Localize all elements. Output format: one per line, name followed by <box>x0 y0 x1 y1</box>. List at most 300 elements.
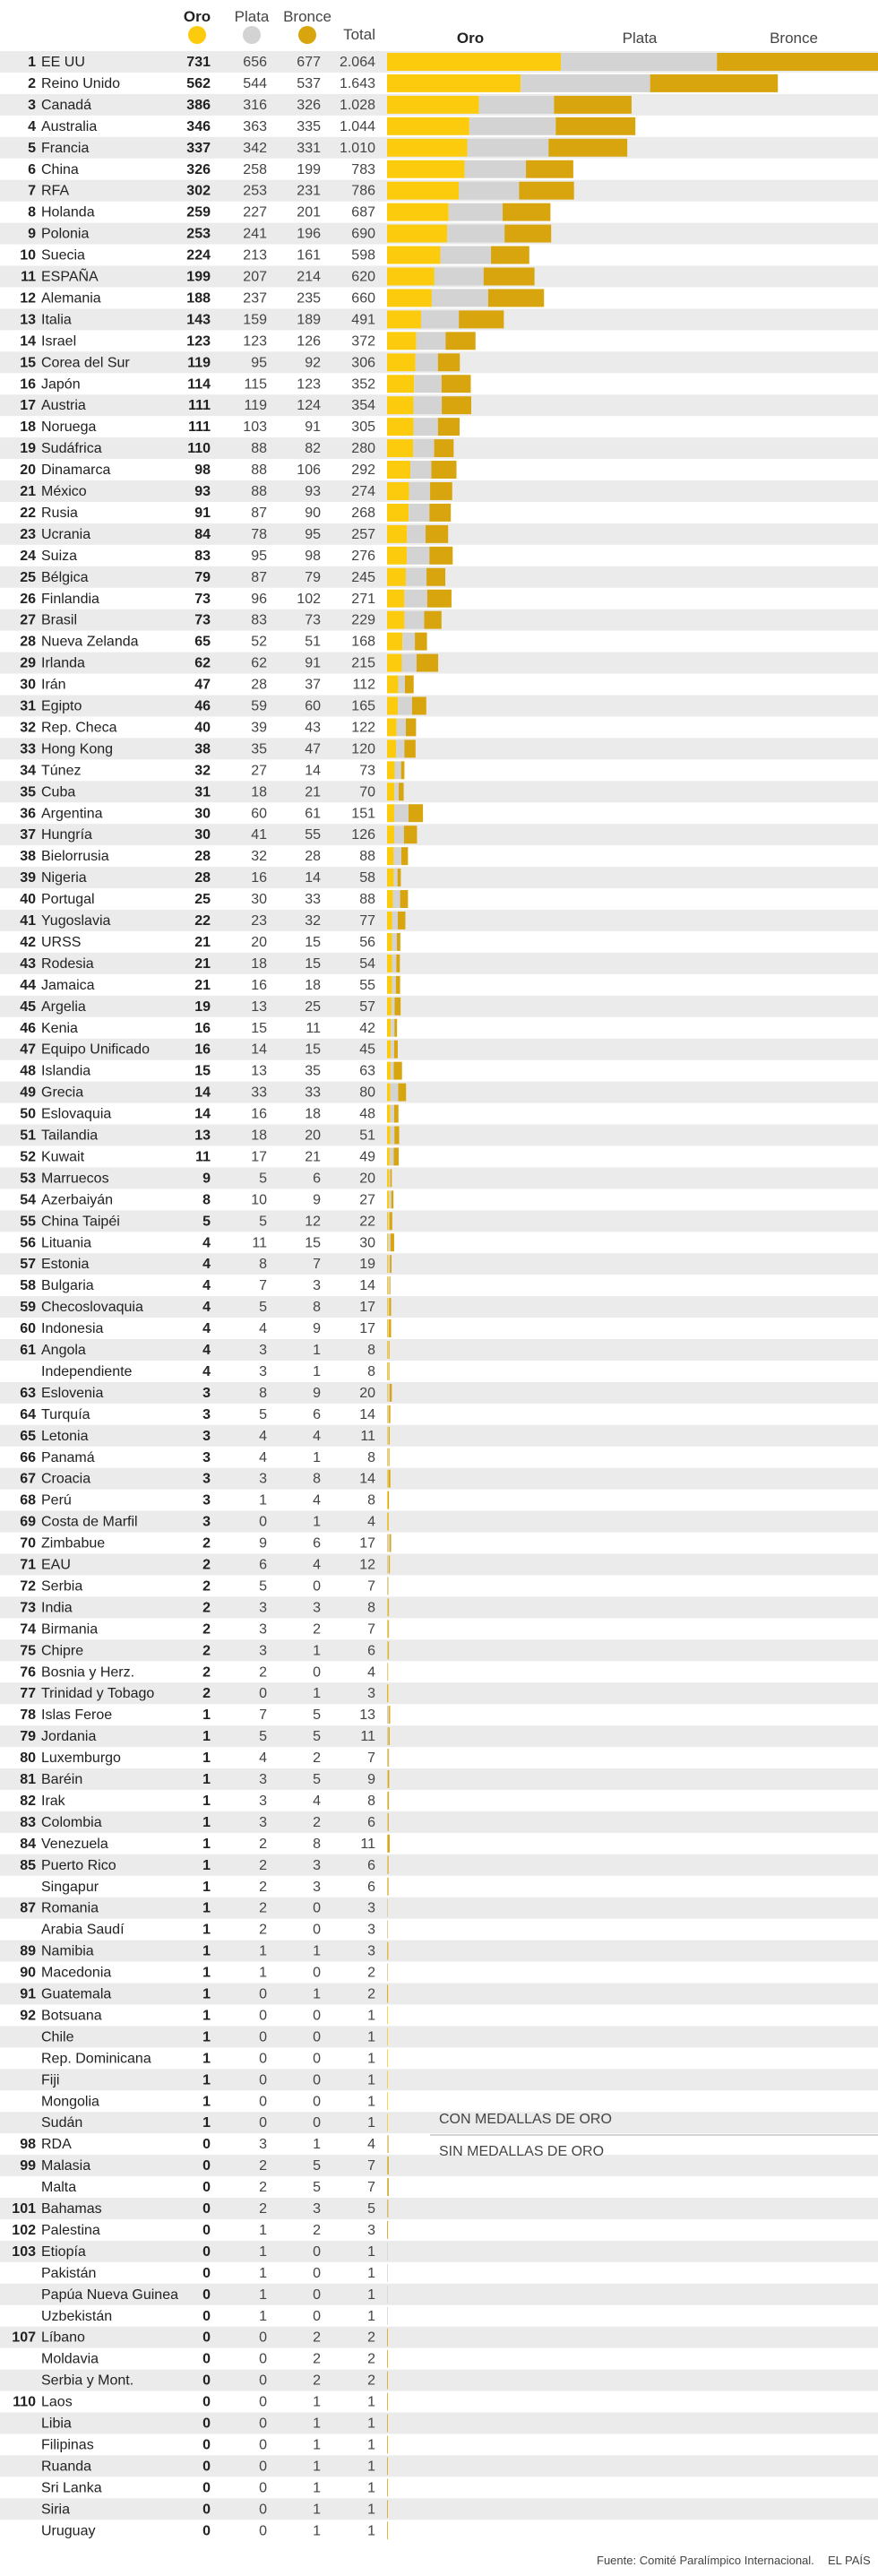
rank-label: 7 <box>28 183 36 199</box>
country-label: Líbano <box>41 2330 85 2346</box>
gold-count: 65 <box>194 634 211 650</box>
silver-bar <box>390 1147 394 1165</box>
silver-bar <box>404 590 426 608</box>
gold-bar <box>387 439 413 457</box>
total-count: 8 <box>367 1343 375 1358</box>
gold-bar <box>387 482 409 500</box>
silver-count: 0 <box>259 2459 267 2475</box>
table-row <box>41 1878 389 1896</box>
country-label: Polonia <box>41 226 90 242</box>
bronze-count: 4 <box>313 1557 321 1573</box>
bar-header-oro: Oro <box>456 30 485 47</box>
bronze-count: 1 <box>313 2502 321 2518</box>
rank-label: 52 <box>20 1149 36 1165</box>
silver-bar <box>465 160 527 178</box>
silver-bar <box>393 869 397 886</box>
total-count: 30 <box>359 1235 375 1251</box>
silver-count: 27 <box>251 763 267 779</box>
total-count: 372 <box>351 333 375 350</box>
table-row <box>20 375 470 393</box>
rank-label: 53 <box>20 1171 36 1187</box>
gold-bar <box>387 53 561 71</box>
bronze-bar <box>392 1190 393 1208</box>
total-count: 7 <box>367 2158 375 2174</box>
row-stripe <box>0 1811 878 1833</box>
rank-label: 71 <box>20 1557 36 1573</box>
country-label: Reino Unido <box>41 75 121 91</box>
bronze-count: 124 <box>297 398 321 414</box>
bronze-count: 15 <box>305 1042 321 1058</box>
gold-bar <box>387 633 402 651</box>
gold-count: 0 <box>202 2243 211 2260</box>
total-count: 7 <box>367 1750 375 1767</box>
total-count: 120 <box>351 741 375 757</box>
bronze-count: 90 <box>305 505 321 521</box>
total-count: 51 <box>359 1128 375 1144</box>
table-row <box>20 633 426 651</box>
country-label: Luxemburgo <box>41 1750 121 1767</box>
country-label: Independiente <box>41 1363 133 1379</box>
silver-bar <box>388 1427 389 1445</box>
country-label: México <box>41 484 87 499</box>
bronze-count: 18 <box>305 1106 321 1122</box>
table-row <box>20 976 400 994</box>
total-count: 126 <box>351 827 375 843</box>
bronze-bar <box>426 568 445 586</box>
country-label: Canadá <box>41 97 92 113</box>
bronze-count: 677 <box>297 55 321 70</box>
total-count: 1 <box>367 2459 375 2475</box>
silver-count: 3 <box>259 1600 267 1616</box>
total-count: 70 <box>359 784 375 800</box>
gold-count: 0 <box>202 2330 211 2346</box>
silver-bar <box>388 1641 389 1659</box>
bronze-bar <box>396 955 400 972</box>
total-count: 6 <box>367 1857 375 1873</box>
country-label: Ucrania <box>41 526 91 542</box>
country-label: Israel <box>41 333 77 350</box>
bronze-bar <box>398 869 401 886</box>
rank-label: 16 <box>20 376 36 393</box>
rank-label: 27 <box>20 612 36 628</box>
total-count: 22 <box>359 1214 375 1230</box>
bronze-count: 1 <box>313 1514 321 1530</box>
gold-bar <box>387 1190 389 1208</box>
rank-label: 50 <box>20 1106 36 1122</box>
silver-count: 95 <box>251 355 267 371</box>
total-count: 3 <box>367 1943 375 1959</box>
silver-count: 15 <box>251 1020 267 1036</box>
country-label: Eslovenia <box>41 1385 104 1401</box>
silver-count: 2 <box>259 1900 267 1916</box>
silver-count: 119 <box>244 398 267 414</box>
country-label: Malta <box>41 2180 77 2196</box>
table-row <box>20 2006 388 2024</box>
silver-count: 35 <box>251 741 267 757</box>
rank-label: 36 <box>20 806 36 822</box>
gold-bar <box>387 998 392 1016</box>
row-stripe <box>0 1167 878 1189</box>
gold-bar <box>387 1084 391 1102</box>
silver-count: 0 <box>259 2115 267 2131</box>
silver-count: 23 <box>251 913 267 929</box>
table-row <box>20 1062 402 1080</box>
bronze-bar <box>397 933 400 951</box>
gold-bar <box>387 1448 388 1466</box>
bronze-count: 61 <box>305 806 321 822</box>
silver-bar <box>404 611 424 629</box>
country-label: Venezuela <box>41 1836 108 1852</box>
rank-label: 47 <box>20 1042 36 1058</box>
rank-label: 92 <box>20 2008 36 2024</box>
table-row <box>13 2393 388 2411</box>
bronze-bar <box>388 2135 389 2153</box>
country-label: Noruega <box>41 419 97 436</box>
bronze-bar <box>438 418 460 436</box>
row-stripe <box>0 910 878 931</box>
row-stripe <box>0 2327 878 2348</box>
country-label: Kenia <box>41 1020 78 1036</box>
rank-label: 14 <box>20 333 36 350</box>
bronze-bar <box>387 2435 388 2453</box>
gold-count: 0 <box>202 2265 211 2281</box>
silver-count: 3 <box>259 1643 267 1659</box>
silver-count: 0 <box>259 2480 267 2496</box>
gold-bar <box>387 2070 388 2088</box>
table-row <box>41 1921 388 1939</box>
gold-count: 3 <box>202 1492 211 1508</box>
bronze-bar <box>429 547 452 565</box>
silver-bar <box>388 1362 389 1380</box>
country-label: Irlanda <box>41 655 85 671</box>
source-note: Fuente: Comité Paralímpico Internacional. <box>597 2554 814 2567</box>
gold-count: 25 <box>194 892 211 908</box>
silver-bar <box>387 2243 388 2260</box>
total-count: 2 <box>367 2330 375 2346</box>
country-label: Japón <box>41 376 81 393</box>
country-label: Bélgica <box>41 569 89 585</box>
country-label: Rep. Checa <box>41 720 117 736</box>
silver-bar <box>392 912 398 929</box>
bronze-count: 196 <box>297 226 321 242</box>
country-label: Arabia Saudí <box>41 1922 125 1938</box>
bronze-count: 1 <box>313 1363 321 1379</box>
gold-count: 4 <box>202 1343 211 1358</box>
silver-bar <box>410 461 431 479</box>
silver-count: 88 <box>251 462 267 479</box>
total-count: 2.064 <box>339 55 375 70</box>
bronze-bar <box>554 96 632 114</box>
silver-bar <box>391 1019 394 1037</box>
silver-count: 1 <box>259 2308 267 2324</box>
country-label: Filipinas <box>41 2437 94 2453</box>
bronze-count: 5 <box>313 2180 321 2196</box>
total-count: 352 <box>351 376 375 393</box>
bronze-count: 91 <box>305 655 321 671</box>
country-label: Zimbabue <box>41 1535 106 1552</box>
silver-bar <box>387 1727 388 1745</box>
gold-bar <box>387 590 404 608</box>
bronze-bar <box>389 1319 391 1337</box>
gold-bar <box>387 1276 388 1294</box>
country-label: Palestina <box>41 2222 100 2238</box>
total-count: 48 <box>359 1106 375 1122</box>
bronze-bar <box>398 912 406 929</box>
bronze-count: 0 <box>313 2265 321 2281</box>
gold-count: 4 <box>202 1300 211 1316</box>
total-count: 3 <box>367 1686 375 1702</box>
total-count: 660 <box>351 290 375 307</box>
gold-count: 337 <box>186 140 211 156</box>
header-plata: Plata <box>234 8 270 25</box>
bronze-count: 21 <box>305 784 321 800</box>
bronze-bar <box>388 1620 389 1638</box>
bronze-bar <box>404 739 415 757</box>
silver-count: 4 <box>259 1321 267 1337</box>
gold-bar <box>387 182 459 200</box>
total-count: 57 <box>359 998 375 1015</box>
silver-count: 4 <box>259 1428 267 1444</box>
silver-count: 1 <box>259 2265 267 2281</box>
silver-count: 18 <box>251 955 267 972</box>
rank-label: 99 <box>20 2158 36 2174</box>
silver-count: 0 <box>259 2502 267 2518</box>
country-label: Libia <box>41 2416 72 2432</box>
total-count: 6 <box>367 1879 375 1895</box>
bronze-bar <box>412 697 426 715</box>
total-count: 215 <box>351 655 375 671</box>
silver-count: 6 <box>259 1557 267 1573</box>
total-count: 306 <box>351 355 375 371</box>
silver-count: 227 <box>243 204 267 220</box>
country-label: Suecia <box>41 247 85 264</box>
rank-label: 84 <box>20 1836 36 1852</box>
gold-bar <box>387 1470 388 1488</box>
total-count: 1 <box>367 2523 375 2539</box>
gold-count: 3 <box>202 1385 211 1401</box>
gold-count: 4 <box>202 1321 211 1337</box>
total-count: 5 <box>367 2201 375 2217</box>
table-row <box>28 74 778 92</box>
gold-count: 4 <box>202 1257 211 1273</box>
country-label: Siria <box>41 2502 71 2518</box>
gold-count: 346 <box>186 118 211 134</box>
table-row <box>41 2264 388 2282</box>
bronze-count: 1 <box>313 1343 321 1358</box>
silver-count: 87 <box>251 569 267 585</box>
gold-bar <box>387 74 521 92</box>
total-count: 280 <box>351 441 375 457</box>
total-count: 88 <box>359 849 375 865</box>
silver-count: 2 <box>259 1857 267 1873</box>
bronze-count: 231 <box>297 183 321 199</box>
country-label: Laos <box>41 2394 73 2410</box>
table-row <box>41 2178 389 2196</box>
silver-bar <box>389 1190 392 1208</box>
gold-bar <box>387 1041 391 1059</box>
bronze-count: 2 <box>313 1814 321 1830</box>
country-label: Etiopía <box>41 2243 86 2260</box>
rank-label: 46 <box>20 1020 36 1036</box>
total-count: 2 <box>367 2373 375 2389</box>
silver-bar <box>388 1384 390 1402</box>
table-header <box>184 8 818 47</box>
bronze-count: 15 <box>305 934 321 950</box>
bronze-count: 0 <box>313 2286 321 2303</box>
rank-label: 21 <box>20 484 36 499</box>
rank-label: 80 <box>20 1750 36 1767</box>
rank-label: 5 <box>28 140 36 156</box>
gold-count: 1 <box>202 1707 211 1724</box>
gold-count: 14 <box>194 1085 211 1101</box>
country-label: Alemania <box>41 290 101 307</box>
country-label: Angola <box>41 1343 86 1358</box>
bronze-count: 18 <box>305 977 321 993</box>
gold-count: 1 <box>202 1900 211 1916</box>
gold-bar <box>387 1384 388 1402</box>
gold-bar <box>387 1427 388 1445</box>
rank-label: 9 <box>28 226 36 242</box>
bronze-count: 25 <box>305 998 321 1015</box>
country-label: Puerto Rico <box>41 1857 116 1873</box>
total-count: 122 <box>351 720 375 736</box>
gold-count: 4 <box>202 1363 211 1379</box>
total-count: 1 <box>367 2008 375 2024</box>
total-count: 1 <box>367 2480 375 2496</box>
silver-count: 32 <box>251 849 267 865</box>
bronze-count: 92 <box>305 355 321 371</box>
gold-count: 38 <box>194 741 211 757</box>
total-count: 8 <box>367 1363 375 1379</box>
total-count: 151 <box>351 806 375 822</box>
country-label: Colombia <box>41 1814 102 1830</box>
silver-bar <box>447 225 504 243</box>
bronze-count: 3 <box>313 1857 321 1873</box>
bronze-bar <box>389 1470 391 1488</box>
country-label: RDA <box>41 2137 72 2153</box>
total-count: 6 <box>367 1814 375 1830</box>
gold-count: 47 <box>194 677 211 693</box>
bronze-count: 21 <box>305 1149 321 1165</box>
bronze-count: 189 <box>297 312 321 328</box>
total-count: 165 <box>351 698 375 714</box>
country-label: Jordania <box>41 1729 97 1745</box>
silver-count: 237 <box>243 290 267 307</box>
silver-count: 1 <box>259 2286 267 2303</box>
row-stripe <box>0 1382 878 1404</box>
silver-medal-icon <box>243 26 261 44</box>
gold-bar <box>387 739 396 757</box>
total-count: 45 <box>359 1042 375 1058</box>
bronze-count: 6 <box>313 1406 321 1422</box>
gold-count: 3 <box>202 1514 211 1530</box>
table-row <box>20 1405 391 1423</box>
silver-count: 2 <box>259 1836 267 1852</box>
rank-label: 26 <box>20 591 36 607</box>
gold-count: 1 <box>202 1729 211 1745</box>
gold-bar <box>387 718 397 736</box>
silver-bar <box>393 890 400 908</box>
country-label: Corea del Sur <box>41 355 130 371</box>
bronze-bar <box>504 225 551 243</box>
total-count: 8 <box>367 1492 375 1508</box>
label-with-gold: CON MEDALLAS DE ORO <box>439 2112 612 2127</box>
gold-count: 73 <box>194 591 211 607</box>
silver-bar <box>402 633 415 651</box>
silver-bar <box>409 482 430 500</box>
silver-count: 159 <box>243 312 267 328</box>
total-count: 491 <box>351 312 375 328</box>
gold-count: 28 <box>194 849 211 865</box>
silver-count: 13 <box>251 998 267 1015</box>
silver-bar <box>388 1255 390 1273</box>
bronze-count: 6 <box>313 1171 321 1187</box>
bronze-bar <box>387 2521 388 2539</box>
silver-count: 2 <box>259 1879 267 1895</box>
rank-label: 40 <box>20 892 36 908</box>
total-count: 7 <box>367 1578 375 1595</box>
bronze-count: 47 <box>305 741 321 757</box>
total-count: 1 <box>367 2051 375 2067</box>
bronze-bar <box>427 590 452 608</box>
bronze-bar <box>650 74 779 92</box>
gold-bar <box>387 804 394 822</box>
bronze-bar <box>388 1792 389 1810</box>
silver-bar <box>387 1770 388 1788</box>
gold-count: 1 <box>202 1814 211 1830</box>
table-row <box>41 2350 388 2368</box>
silver-bar <box>387 2286 388 2304</box>
country-label: Sri Lanka <box>41 2480 102 2496</box>
bronze-bar <box>388 1513 389 1531</box>
table-row <box>28 203 550 221</box>
silver-count: 33 <box>251 1085 267 1101</box>
silver-count: 39 <box>251 720 267 736</box>
gold-bar <box>387 1105 391 1123</box>
silver-bar <box>395 761 401 779</box>
bronze-count: 1 <box>313 2394 321 2410</box>
gold-count: 1 <box>202 2115 211 2131</box>
gold-count: 143 <box>186 312 211 328</box>
table-row <box>20 1105 399 1123</box>
bronze-bar <box>503 203 550 221</box>
bronze-count: 1 <box>313 2137 321 2153</box>
bronze-count: 5 <box>313 1707 321 1724</box>
silver-count: 95 <box>251 548 267 564</box>
rank-label: 59 <box>20 1300 36 1316</box>
silver-count: 88 <box>251 441 267 457</box>
silver-count: 0 <box>259 2094 267 2110</box>
rank-label: 103 <box>12 2243 36 2260</box>
rank-label: 102 <box>12 2222 36 2238</box>
gold-bar <box>387 504 409 522</box>
total-count: 112 <box>352 677 375 693</box>
silver-count: 5 <box>259 1300 267 1316</box>
header-bronce: Bronce <box>283 8 331 25</box>
country-label: India <box>41 1600 73 1616</box>
bronze-count: 11 <box>306 1020 321 1036</box>
gold-bar <box>387 568 406 586</box>
total-count: 1 <box>367 2265 375 2281</box>
bronze-bar <box>426 525 448 543</box>
country-label: Ruanda <box>41 2459 92 2475</box>
total-count: 80 <box>359 1085 375 1101</box>
silver-count: 7 <box>259 1707 267 1724</box>
bronze-count: 335 <box>297 118 321 134</box>
silver-count: 0 <box>259 2416 267 2432</box>
silver-count: 1 <box>259 2243 267 2260</box>
silver-count: 207 <box>243 269 267 285</box>
